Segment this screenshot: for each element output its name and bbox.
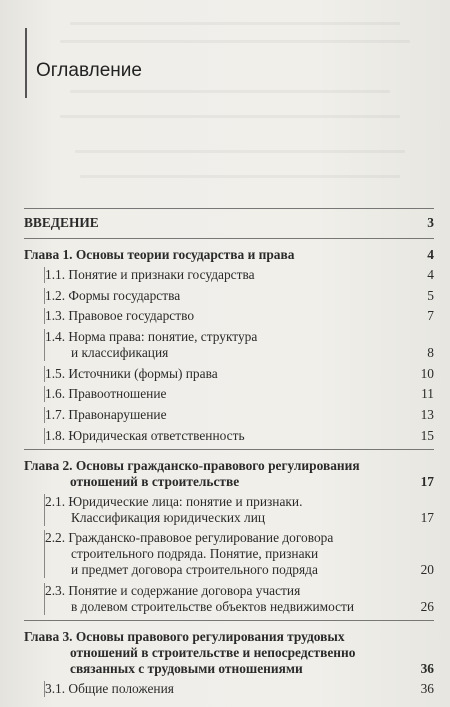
section-label: 1.4. Норма права: понятие, структура и классификация: [44, 329, 404, 361]
toc-section-1-5[interactable]: [24, 366, 434, 382]
section-page: 10: [420, 365, 434, 381]
section-page: 20: [420, 562, 434, 578]
chapter-page: 17: [420, 473, 434, 489]
section-label: 2.3. Понятие и содержание договора участия в долевом строительстве объектов недвижимости: [44, 583, 404, 615]
section-label: 1.3. Правовое государство: [44, 308, 404, 324]
section-page: 36: [420, 680, 434, 696]
section-page: 15: [420, 427, 434, 443]
toc-section-1-4[interactable]: [24, 329, 434, 361]
divider: [24, 449, 434, 450]
toc-section-1-6[interactable]: [24, 386, 434, 402]
section-page: 11: [421, 386, 434, 402]
title-rule: [25, 28, 27, 98]
section-label: 1.2. Формы государства: [44, 288, 404, 304]
section-page: 4: [427, 267, 434, 282]
toc-section-1-7[interactable]: [24, 407, 434, 423]
section-page: 5: [427, 287, 434, 303]
section-label: 1.6. Правоотношение: [44, 386, 404, 402]
toc-section-2-2[interactable]: [24, 530, 434, 578]
section-page: 26: [420, 598, 434, 614]
section-page: 8: [427, 345, 434, 361]
toc-chapter-2[interactable]: [24, 458, 434, 490]
toc-section-3-1[interactable]: [24, 681, 434, 697]
section-label: 1.1. Понятие и признаки государства: [44, 267, 404, 283]
toc-section-1-2[interactable]: [24, 288, 434, 304]
divider: [24, 620, 434, 621]
section-page: 7: [427, 308, 434, 324]
toc-chapter-3[interactable]: [24, 629, 434, 677]
divider: [24, 238, 434, 239]
toc-section-1-1[interactable]: [24, 267, 434, 283]
section-label: 1.7. Правонарушение: [44, 407, 404, 423]
toc-entry-intro[interactable]: [24, 215, 434, 231]
section-label: 2.1. Юридические лица: понятие и признаки. Классификация юридических лиц: [44, 494, 404, 526]
toc-section-2-1[interactable]: [24, 494, 434, 526]
divider: [24, 208, 434, 209]
chapter-label: Глава 1. Основы теории государства и права: [24, 247, 295, 262]
page-title: Оглавление: [36, 60, 142, 81]
chapter-label: Глава 2. Основы гражданско-правового регулирования отношений в строительстве: [24, 457, 360, 489]
entry-page: 3: [427, 215, 434, 230]
section-label: 3.1. Общие положения: [44, 681, 404, 697]
chapter-page: 36: [420, 660, 434, 676]
section-page: 13: [420, 407, 434, 423]
table-of-contents: [24, 208, 434, 701]
section-page: 17: [420, 509, 434, 525]
section-label: 2.2. Гражданско-правовое регулирование договора строительного подряда. Понятие, признаки и предмет договора строительного подряда: [44, 530, 404, 578]
section-label: 1.5. Источники (формы) права: [44, 366, 404, 382]
toc-chapter-1[interactable]: [24, 247, 434, 263]
chapter-label: Глава 3. Основы правового регулирования трудовых отношений в строительстве и непосредственно связанных с трудовыми отношениями: [24, 628, 356, 676]
toc-section-2-3[interactable]: [24, 583, 434, 615]
toc-section-1-8[interactable]: [24, 428, 434, 444]
chapter-page: 4: [427, 247, 434, 262]
entry-label: ВВЕДЕНИЕ: [24, 215, 99, 230]
section-label: 1.8. Юридическая ответственность: [44, 428, 404, 444]
toc-section-1-3[interactable]: [24, 308, 434, 324]
